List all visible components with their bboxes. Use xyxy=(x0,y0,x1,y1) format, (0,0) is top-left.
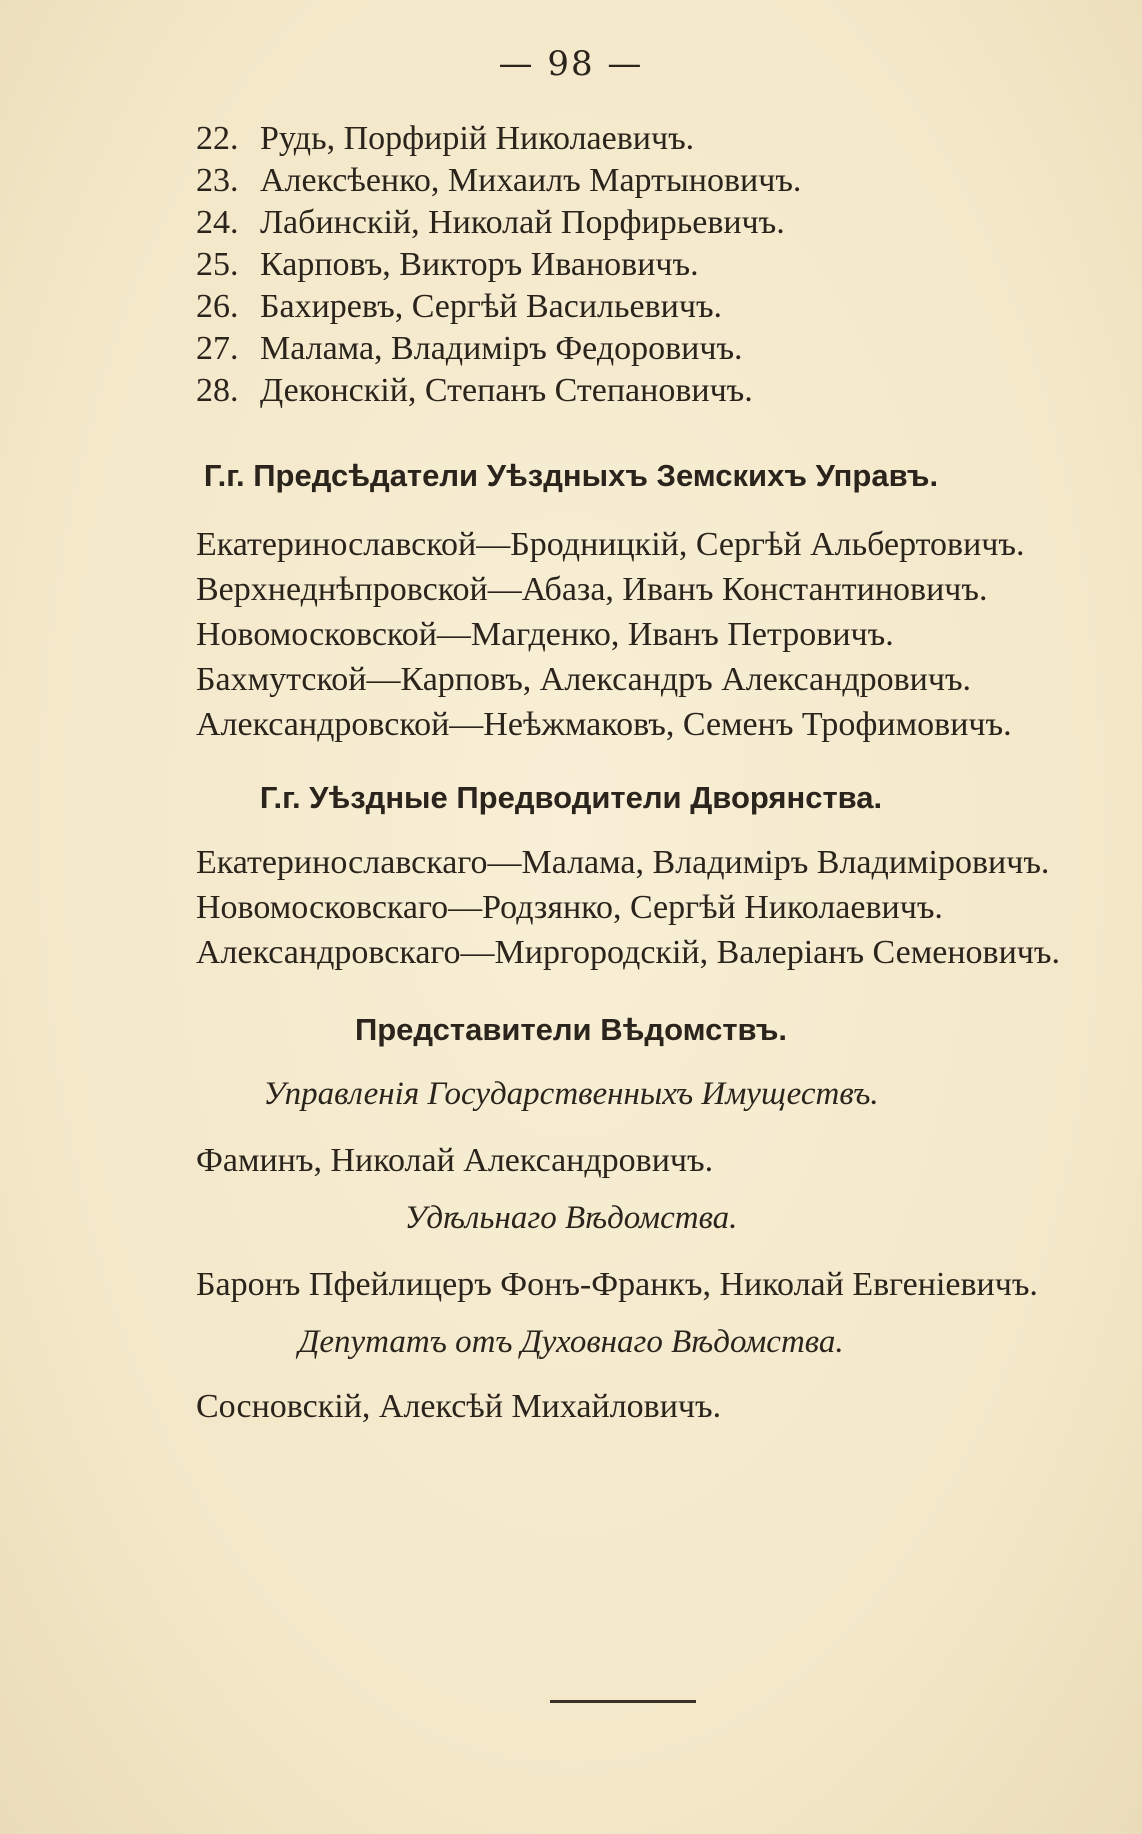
clergy-entry: Сосновскій, Алексѣй Михайловичъ. xyxy=(196,1388,722,1425)
list-item xyxy=(196,160,801,202)
chairman-entry: Новомосковской—Магденко, Иванъ Петровичъ. xyxy=(196,616,894,653)
marshal-entry: Новомосковскаго—Родзянко, Сергѣй Николаевичъ. xyxy=(196,889,943,926)
members-list xyxy=(196,118,801,412)
appanage-entry-block xyxy=(196,1262,1038,1307)
item-number: 25. xyxy=(196,246,239,283)
chairman-entry: Верхнеднѣпровской—Абаза, Иванъ Константиновичъ. xyxy=(196,571,988,608)
page-number: — 98 — xyxy=(498,44,644,84)
closing-rule xyxy=(550,1700,696,1703)
item-name: Бахиревъ, Сергѣй Васильевичъ. xyxy=(260,288,723,325)
item-number: 28. xyxy=(196,372,239,409)
chairman-entry: Александровской—Неѣжмаковъ, Семенъ Трофимовичъ. xyxy=(196,706,1012,743)
item-name: Рудь, Порфирій Николаевичъ. xyxy=(260,120,695,157)
chairman-entry: Екатеринославской—Бродницкій, Сергѣй Альбертовичъ. xyxy=(196,526,1025,563)
chairmen-list xyxy=(196,522,1024,747)
appanage-subheading: Удѣльнаго Вѣдомства. xyxy=(404,1200,738,1236)
clergy-entry-block xyxy=(196,1384,721,1429)
list-item xyxy=(196,328,801,370)
item-number: 27. xyxy=(196,330,239,367)
clergy-subheading: Депутатъ отъ Духовнаго Вѣдомства. xyxy=(298,1324,844,1360)
marshal-entry: Александровскаго—Миргородскій, Валеріанъ Семеновичъ. xyxy=(196,934,1060,971)
list-item xyxy=(196,370,801,412)
list-item xyxy=(196,286,801,328)
item-number: 26. xyxy=(196,288,239,325)
item-number: 22. xyxy=(196,120,239,157)
representatives-heading: Представители Вѣдомствъ. xyxy=(354,1012,788,1047)
state-property-subheading: Управленія Государственныхъ Имуществъ. xyxy=(263,1076,879,1112)
marshals-heading: Г.г. Уѣздные Предводители Дворянства. xyxy=(259,780,883,815)
item-name: Лабинскій, Николай Порфирьевичъ. xyxy=(260,204,785,241)
chairman-entry: Бахмутской—Карповъ, Александръ Александровичъ. xyxy=(196,661,972,698)
state-property-entry-block xyxy=(196,1138,713,1183)
marshals-list xyxy=(196,840,1060,975)
item-number: 24. xyxy=(196,204,239,241)
list-item xyxy=(196,118,801,160)
item-name: Деконскій, Степанъ Степановичъ. xyxy=(260,372,753,409)
item-number: 23. xyxy=(196,162,239,199)
appanage-entry: Баронъ Пфейлицеръ Фонъ-Франкъ, Николай Евгеніевичъ. xyxy=(196,1266,1038,1303)
item-name: Алексѣенко, Михаилъ Мартыновичъ. xyxy=(260,162,802,199)
item-name: Карповъ, Викторъ Ивановичъ. xyxy=(260,246,699,283)
list-item xyxy=(196,202,801,244)
marshal-entry: Екатеринославскаго—Малама, Владиміръ Владиміровичъ. xyxy=(196,844,1050,881)
list-item xyxy=(196,244,801,286)
state-property-entry: Фаминъ, Николай Александровичъ. xyxy=(196,1142,714,1179)
item-name: Малама, Владиміръ Федоровичъ. xyxy=(260,330,743,367)
chairmen-heading: Г.г. Предсѣдатели Уѣздныхъ Земскихъ Управъ. xyxy=(203,458,939,493)
